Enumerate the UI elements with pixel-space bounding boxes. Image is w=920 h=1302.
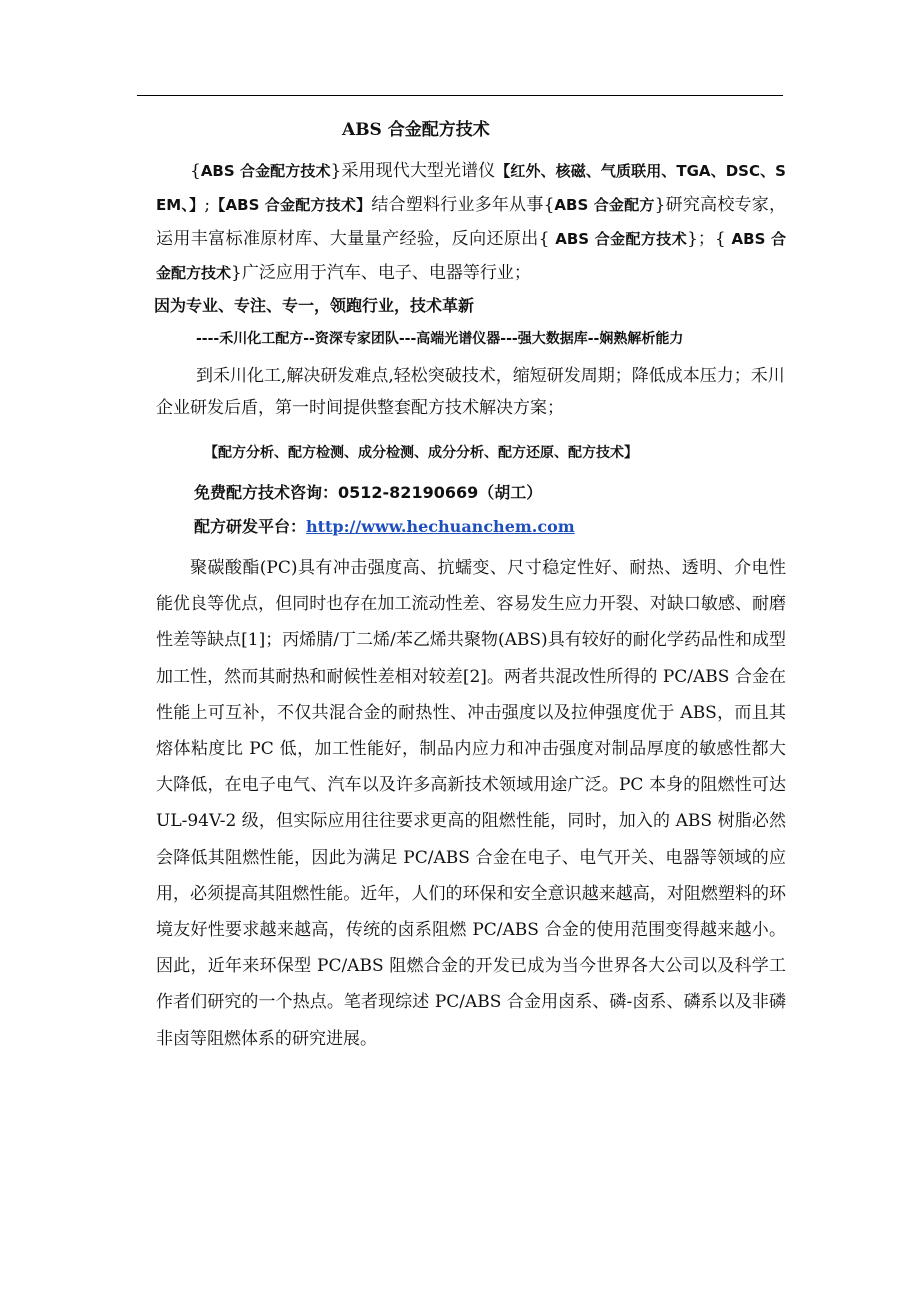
intro-segment: }研究高校专家，运用丰富标准原材库、大量量产经验，反向还原出{ — [156, 195, 786, 249]
intro-segment: { — [190, 161, 201, 181]
intro-segment: ABS 合金配方技术 — [200, 162, 331, 180]
platform-line — [194, 510, 786, 544]
intro-segment: 结合塑料行业多年从事{ — [371, 195, 555, 215]
services-list: 【配方分析、配方检测、成分检测、成分分析、配方还原、配方技术】 — [204, 445, 638, 461]
document-title: ABS 合金配方技术 — [342, 120, 490, 140]
platform-label: 配方研发平台： — [194, 517, 307, 536]
intro-segment: 【ABS 合金配方技术】 — [210, 196, 372, 214]
intro-segment: ABS 合金配方技术 — [555, 230, 688, 248]
intro-segment: ABS 合金配方技术 — [156, 230, 786, 282]
offer-paragraph: 到禾川化工,解决研发难点,轻松突破技术，缩短研发周期；降低成本压力；禾川企业研发后盾，第一时间提供整套配方技术解决方案； — [156, 366, 785, 418]
intro-segment: ABS 合金配方 — [554, 196, 655, 214]
contact-phone: 免费配方技术咨询：0512-82190669（胡工） — [194, 483, 543, 502]
header-rule — [137, 95, 783, 96]
intro-segment: }；{ — [687, 229, 732, 249]
intro-segment: }广泛应用于汽车、电子、电器等行业； — [231, 263, 531, 283]
platform-link[interactable]: http://www.hechuanchem.com — [306, 517, 575, 536]
intro-paragraph — [156, 154, 786, 290]
slogan: 因为专业、专注、专一，领跑行业，技术革新 — [154, 296, 475, 315]
tagline: ----禾川化工配方--资深专家团队---高端光谱仪器---强大数据库--娴熟解析能力 — [196, 331, 684, 347]
intro-segment: }采用现代大型光谱仪 — [330, 161, 496, 181]
intro-segment: ; — [204, 195, 211, 215]
document-content — [156, 112, 786, 1057]
body-paragraph: 聚碳酸酯(PC)具有冲击强度高、抗蠕变、尺寸稳定性好、耐热、透明、介电性能优良等优点，但同时也存在加工流动性差、容易发生应力开裂、对缺口敏感、耐磨性差等缺点[1]；丙烯腈/丁二烯/苯乙烯共聚物(ABS)具有较好的耐化学药品性和成型加工性，然而其耐热和耐候性差相对较差[2]。两者共混改性所得的 PC/ABS 合金在性能上可互补，不仅共混合金的耐热性、冲击强度以及拉伸强度优于 ABS，而且其熔体粘度比 PC 低，加工性能好，制品内应力和冲击强度对制品厚度的敏感性都大大降低，在电子电气、汽车以及许多高新技术领域用途广泛。PC 本身的阻燃性可达 UL-94V-2 级，但实际应用往往要求更高的阻燃性能，同时，加入的 ABS 树脂必然会降低其阻燃性能，因此为满足 PC/ABS 合金在电子、电气开关、电器等领域的应用，必须提高其阻燃性能。近年，人们的环保和安全意识越来越高，对阻燃塑料的环境友好性要求越来越高，传统的卤系阻燃 PC/ABS 合金的使用范围变得越来越小。因此，近年来环保型 PC/ABS 阻燃合金的开发已成为当今世界各大公司以及科学工作者们研究的一个热点。笔者现综述 PC/ABS 合金用卤系、磷-卤系、磷系以及非磷非卤等阻燃体系的研究进展。 — [156, 558, 786, 1049]
intro-segment: 【红外、核磁、气质联用、TGA、DSC、SEM、】 — [156, 162, 786, 214]
